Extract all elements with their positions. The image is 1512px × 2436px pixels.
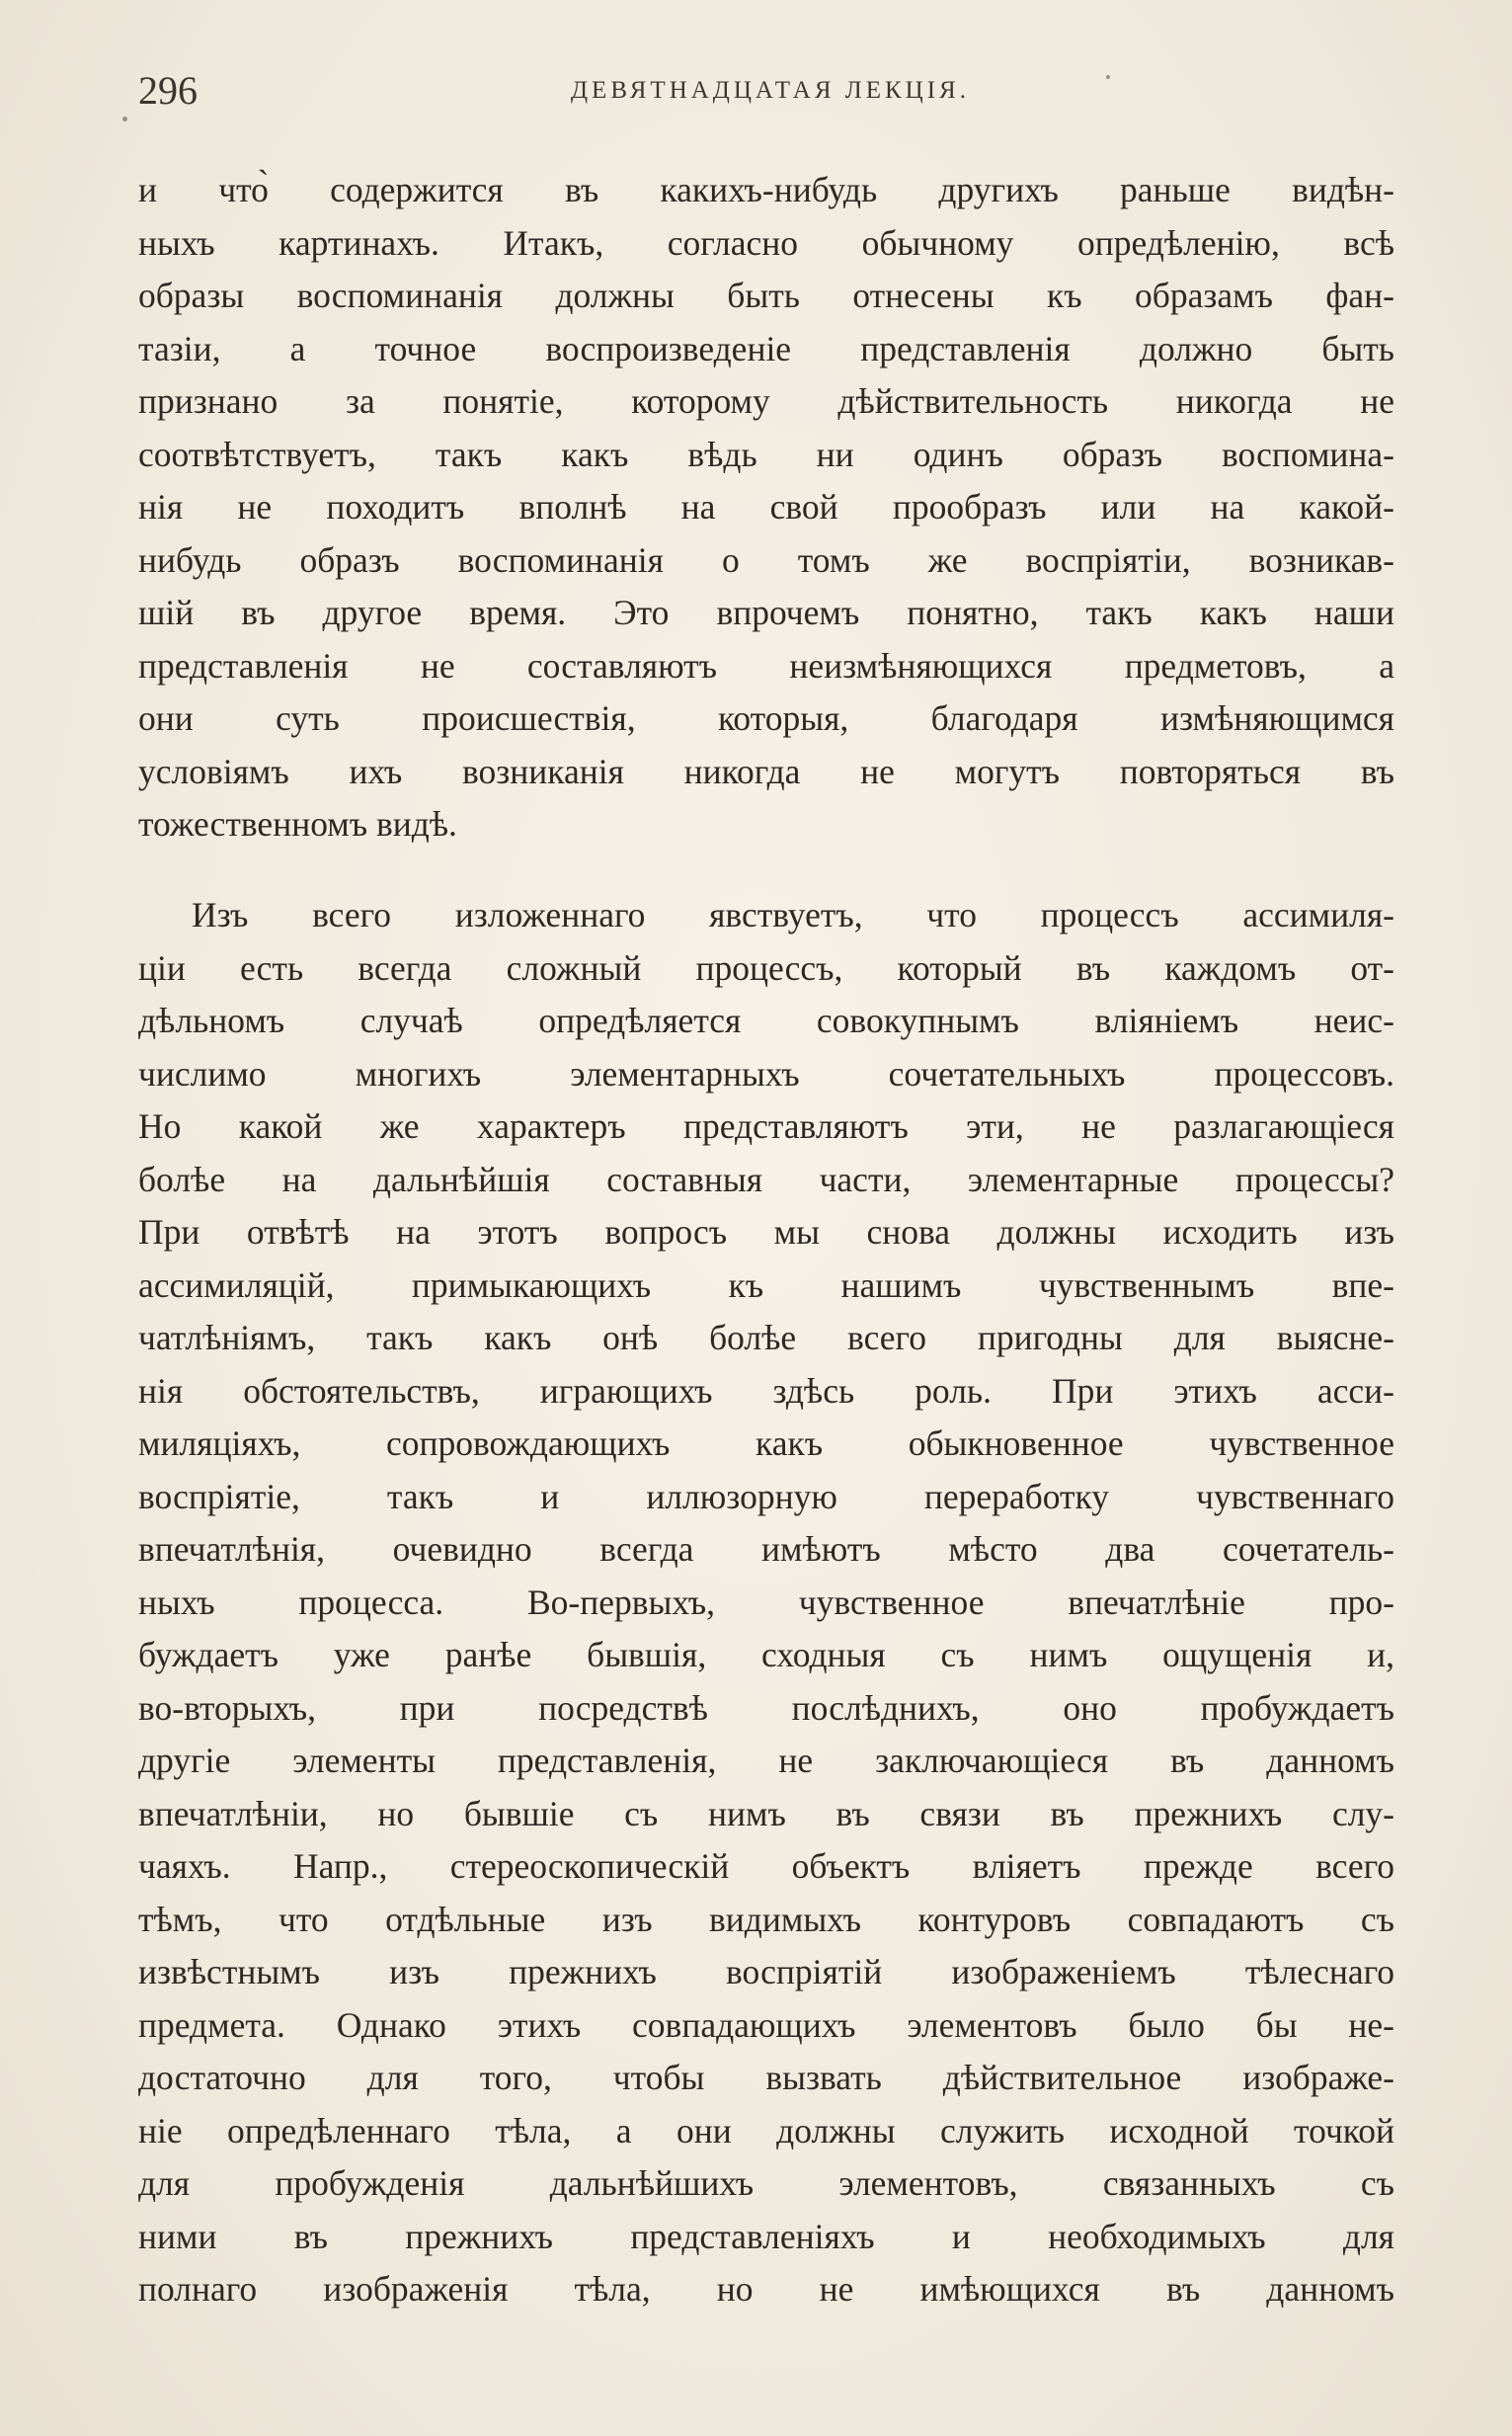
text-line: другіе элементы представленія, не заключающіеся въ данномъ bbox=[138, 1741, 1394, 1780]
page-number: 296 bbox=[138, 68, 198, 113]
text-line: чаяхъ. Напр., стереоскопическій объектъ вліяетъ прежде всего bbox=[138, 1846, 1394, 1886]
paper-speck bbox=[1106, 75, 1110, 79]
text-line: шій въ другое время. Это впрочемъ понятно, такъ какъ наши bbox=[138, 593, 1394, 632]
text-line: впечатлѣнія, очевидно всегда имѣютъ мѣсто два сочетатель- bbox=[138, 1529, 1394, 1569]
text-line: тѣмъ, что отдѣльные изъ видимыхъ контуровъ совпадаютъ съ bbox=[138, 1899, 1394, 1939]
text-line: образы воспоминанія должны быть отнесены къ образамъ фан- bbox=[138, 276, 1394, 315]
text-line: нія обстоятельствъ, играющихъ здѣсь роль. При этихъ асси- bbox=[138, 1370, 1394, 1411]
text-line: Изъ всего изложеннаго явствуетъ, что процессъ ассимиля- bbox=[192, 895, 1394, 934]
text-line: нія не походитъ вполнѣ на свой прообразъ или на какой- bbox=[138, 487, 1394, 527]
text-line: впечатлѣніи, но бывшіе съ нимъ въ связи въ прежнихъ слу- bbox=[138, 1793, 1394, 1833]
text-line: условіямъ ихъ возниканія никогда не могутъ повторяться въ bbox=[138, 751, 1394, 791]
text-line: полнаго изображенія тѣла, но не имѣющихся въ данномъ bbox=[138, 2269, 1394, 2309]
page-header bbox=[138, 61, 1402, 121]
text-line: буждаетъ уже ранѣе бывшія, сходныя съ нимъ ощущенія и, bbox=[138, 1635, 1394, 1674]
text-line: предмета. Однако этихъ совпадающихъ элементовъ было бы не- bbox=[138, 2004, 1394, 2045]
text-line: и что̀ содержится въ какихъ-нибудь другихъ раньше видѣн- bbox=[138, 170, 1394, 209]
text-line: ціи есть всегда сложный процессъ, который въ каждомъ от- bbox=[138, 947, 1394, 988]
text-line: тазіи, а точное воспроизведеніе представленія должно быть bbox=[138, 328, 1394, 368]
text-line: болѣе на дальнѣйшія составныя части, элементарные процессы? bbox=[138, 1159, 1394, 1199]
text-line: признано за понятіе, которому дѣйствительность никогда не bbox=[138, 381, 1394, 421]
text-line: ныхъ картинахъ. Итакъ, согласно обычному опредѣленію, всѣ bbox=[138, 222, 1394, 263]
text-line: для пробужденія дальнѣйшихъ элементовъ, связанныхъ съ bbox=[138, 2163, 1394, 2203]
text-line: нибудь образъ воспоминанія о томъ же воспріятіи, возникав- bbox=[138, 539, 1394, 580]
text-line: достаточно для того, чтобы вызвать дѣйствительное изображе- bbox=[138, 2058, 1394, 2097]
text-line: Но какой же характеръ представляютъ эти, не разлагающіеся bbox=[138, 1106, 1394, 1146]
text-line: дѣльномъ случаѣ опредѣляется совокупнымъ вліяніемъ неис- bbox=[138, 1001, 1394, 1040]
text-line: ніе опредѣленнаго тѣла, а они должны служить исходной точкой bbox=[138, 2110, 1394, 2151]
text-line: во-вторыхъ, при посредствѣ послѣднихъ, оно пробуждаетъ bbox=[138, 1687, 1394, 1728]
text-line: ними въ прежнихъ представленіяхъ и необходимыхъ для bbox=[138, 2216, 1394, 2256]
paragraph-1 bbox=[138, 164, 1394, 852]
text-line: миляціяхъ, сопровождающихъ какъ обыкновенное чувственное bbox=[138, 1423, 1394, 1463]
text-line: чатлѣніямъ, такъ какъ онѣ болѣе всего пригодны для выясне- bbox=[138, 1318, 1394, 1357]
text-line: они суть происшествія, которыя, благодаря измѣняющимся bbox=[138, 698, 1394, 738]
paper-speck bbox=[122, 117, 127, 122]
text-line: ныхъ процесса. Во-первыхъ, чувственное впечатлѣніе про- bbox=[138, 1582, 1394, 1622]
text-line: ассимиляцій, примыкающихъ къ нашимъ чувственнымъ впе- bbox=[138, 1264, 1394, 1305]
running-title: ДЕВЯТНАДЦАТАЯ ЛЕКЦІЯ. bbox=[571, 77, 970, 104]
text-line: представленія не составляютъ неизмѣняющихся предметовъ, а bbox=[138, 645, 1394, 686]
paragraph-2 bbox=[138, 889, 1394, 2316]
text-line: воспріятіе, такъ и иллюзорную переработку чувственнаго bbox=[138, 1476, 1394, 1516]
text-line: При отвѣтѣ на этотъ вопросъ мы снова должны исходить изъ bbox=[138, 1212, 1394, 1252]
text-line: тожественномъ видѣ. bbox=[138, 804, 457, 844]
text-line: соотвѣтствуетъ, такъ какъ вѣдь ни одинъ образъ воспомина- bbox=[138, 434, 1394, 474]
text-line: числимо многихъ элементарныхъ сочетательныхъ процессовъ. bbox=[138, 1053, 1394, 1094]
text-line: извѣстнымъ изъ прежнихъ воспріятій изображеніемъ тѣлеснаго bbox=[138, 1952, 1394, 1991]
